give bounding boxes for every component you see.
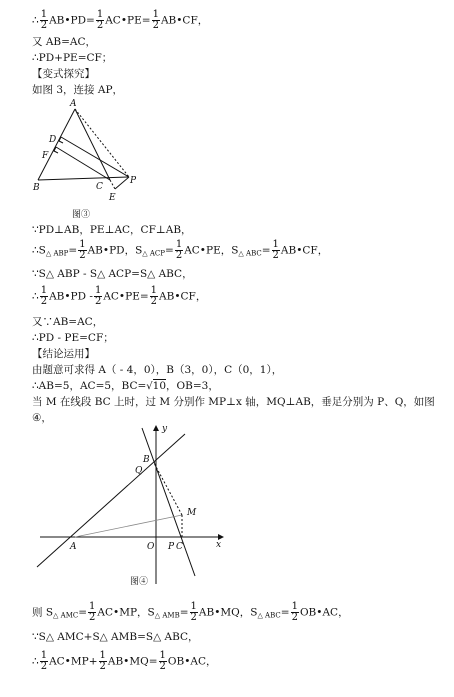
fraction: $\frac{1}{2}$ (79, 239, 86, 261)
proof-line-7: ∵S△ ABP - S△ ACP=S△ ABC， (32, 268, 193, 280)
label-f: F (42, 151, 49, 161)
label-b: B (143, 455, 150, 465)
figure-3 (30, 97, 140, 223)
sqrt-sign: √ (146, 381, 153, 392)
label-x: x (216, 540, 222, 550)
proof-line-16: ∵S△ AMC+S△ AMB=S△ ABC， (32, 631, 199, 643)
label-d: D (49, 135, 57, 145)
segment-mq (154, 463, 182, 515)
line-ab (37, 434, 185, 567)
proof-line-8: ∴ $\frac{1}{2}$ AB•PD - $\frac{1}{2}$ AC•PE= $\frac{1}{2}$ AB•CF， (32, 285, 207, 307)
fraction: $\frac{1}{2}$ (89, 601, 96, 623)
fraction: $\frac{1}{2}$ (291, 601, 298, 623)
proof-line-6: $\therefore S_{\triangle ABP}=$ $\frac{1}{2}$ AB•PD，$S_{\triangle ACP}=$ $\frac{1}{2}$ AC•PE，$S_{\triangle ABC}=$ $\frac{1}{2}$ AB•CF， (32, 239, 329, 261)
label-p: P (130, 176, 137, 186)
fraction: $\frac{1}{2}$ (40, 650, 48, 672)
fraction: $\frac{1}{2}$ (150, 285, 158, 307)
edge-bp (38, 177, 129, 180)
fraction: $\frac{1}{2}$ (175, 239, 183, 261)
proof-line-9: 又∵AB=AC， (32, 316, 104, 328)
fraction: $\frac{1}{2}$ (96, 9, 104, 31)
figure-3-caption: 图③ (72, 210, 91, 220)
fraction: $\frac{1}{2}$ (159, 650, 166, 672)
label-p: P (168, 542, 175, 552)
section-heading-apply: 【结论运用】 (32, 348, 95, 360)
proof-line-13: 当 M 在线段 BC 上时，过 M 分别作 MP⊥x 轴，MQ⊥AB，垂足分别为 P、Q，如图 (32, 396, 435, 408)
proof-line-1: ∴ $\frac{1}{2}$ AB•PD= $\frac{1}{2}$ AC•PE= $\frac{1}{2}$ AB•CF， (32, 9, 209, 31)
label-m: M (187, 508, 197, 518)
proof-line-12: ∴AB=5，AC=5，BC=√10，OB=3， (32, 380, 219, 392)
line-bc (142, 428, 195, 576)
fraction: $\frac{1}{2}$ (190, 601, 197, 623)
figure-4 (35, 424, 225, 591)
fraction: $\frac{1}{2}$ (94, 285, 102, 307)
label-c: C (176, 542, 183, 552)
proof-line-17: ∴ $\frac{1}{2}$ AC•MP+ $\frac{1}{2}$ AB•MQ= $\frac{1}{2}$ OB•AC， (32, 650, 217, 672)
segment-pe (115, 177, 129, 189)
label-b: B (33, 183, 40, 193)
proof-line-3: ∴PD+PE=CF； (32, 52, 113, 64)
label-a: A (70, 99, 77, 109)
fraction: $\frac{1}{2}$ (40, 9, 48, 31)
proof-line-11: 由题意可求得 A（ - 4，0），B（3，0），C（0，1）， (32, 364, 283, 376)
fraction: $\frac{1}{2}$ (152, 9, 159, 31)
proof-line-10: ∴PD - PE=CF； (32, 332, 114, 344)
label-o: O (147, 542, 155, 552)
fraction: $\frac{1}{2}$ (99, 650, 106, 672)
label-q: Q (135, 466, 143, 476)
section-heading-variant: 【变式探究】 (32, 68, 95, 80)
proof-line-15: 则 $S_{\triangle AMC}=$ $\frac{1}{2}$ AC•MP，$S_{\triangle AMB}=$ $\frac{1}{2}$ AB•MQ，$S_{\triangle ABC}=$ $\frac{1}{2}$ OB•AC， (32, 601, 349, 623)
fraction: $\frac{1}{2}$ (40, 285, 48, 307)
sqrt-radicand: 10 (152, 380, 167, 392)
label-c: C (96, 182, 103, 192)
segment-ap (75, 109, 129, 177)
proof-line-5: ∵PD⊥AB，PE⊥AC，CF⊥AB， (32, 224, 192, 236)
label-y: y (162, 424, 168, 434)
figure-4-caption: 图④ (130, 577, 149, 587)
proof-line-4: 如图 3，连接 AP， (32, 84, 124, 96)
proof-line-14: ④， (32, 412, 52, 424)
label-a: A (70, 542, 77, 552)
fraction: $\frac{1}{2}$ (272, 239, 279, 261)
proof-line-2: 又 AB=AC， (32, 36, 97, 48)
label-e: E (109, 193, 116, 203)
extension-ce (110, 180, 115, 189)
edge-ab (38, 109, 75, 180)
